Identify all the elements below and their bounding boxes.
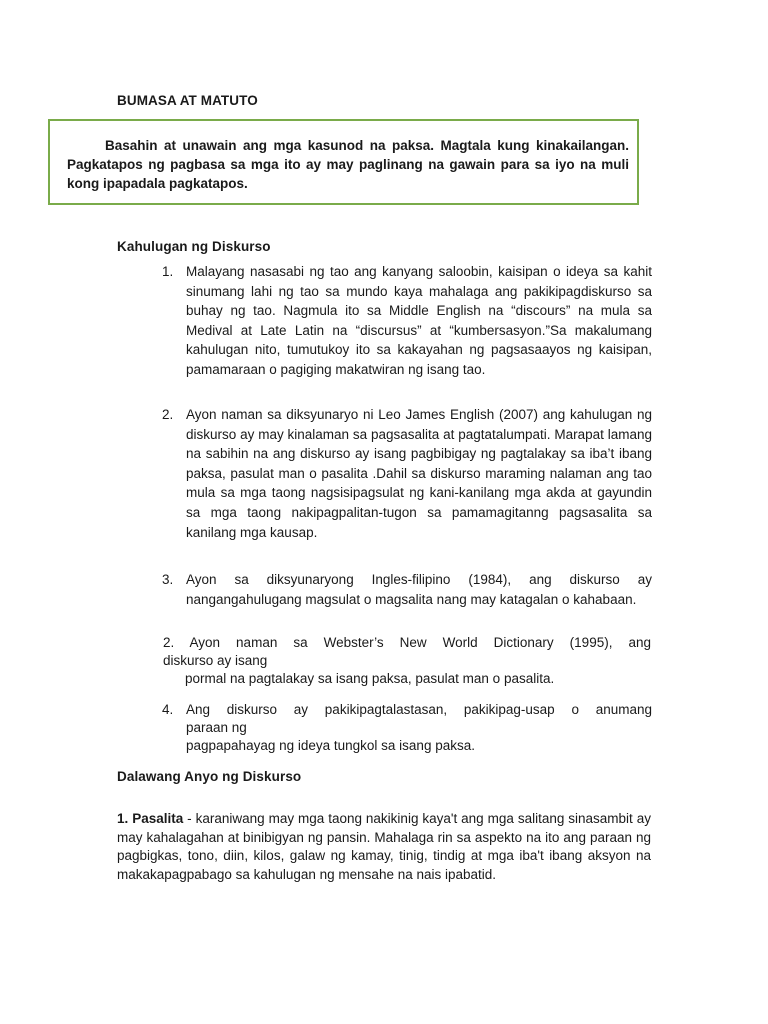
list-text-line: pormal na pagtalakay sa isang paksa, pasulat man o pasalita. bbox=[185, 671, 555, 686]
list-item-4 bbox=[162, 701, 652, 755]
list-number: 1. bbox=[162, 264, 174, 279]
list-text-line: paraan ng bbox=[186, 720, 247, 735]
section-title-anyo: Dalawang Anyo ng Diskurso bbox=[117, 769, 302, 784]
list-text: Ayon sa diksyunaryong Ingles-filipino (1984), ang diskurso ay nangangahulugang magsulat o magsalita nang may katagalan o kahabaan. bbox=[186, 572, 652, 607]
list-text-line: Ang diskurso ay pakikipagtalastasan, pakikipag-usap o anumang bbox=[186, 702, 652, 717]
list-number: 3. bbox=[162, 572, 174, 587]
list-text: Malayang nasasabi ng tao ang kanyang saloobin, kaisipan o ideya sa kahit sinumang lahi ng tao sa mundo kaya mahalaga ang pakikipagdiskurso sa buhay ng tao. Nagmula ito sa Middle English na “discours” na mula sa Medival at Late Latin na “discursus” at “kumbersasyon.”Sa makalumang kahulugan nito, tumutukoy ito sa kakayahan ng pagsasaayos ng kaisipan, pamamaraan o pagiging makatwiran ng isang tao. bbox=[186, 264, 652, 377]
pasalita-label: 1. Pasalita bbox=[117, 811, 184, 826]
list-item-2-webster bbox=[163, 634, 651, 688]
list-text-line: diskurso ay isang bbox=[163, 653, 268, 668]
main-heading: BUMASA AT MATUTO bbox=[117, 93, 258, 108]
list-number: 4. bbox=[162, 702, 174, 717]
pasalita-text: - karaniwang may mga taong nakikinig kaya't ang mga salitang sinasambit ay may kahalagahan at binibigyan ng pansin. Mahalaga rin sa aspekto na ito ang paraan ng pagbigkas, tono, diin, kilos, galaw ng kamay, tinig, tindig at mga iba't ibang aksyon na makakapagpabago sa kahulugan ng mensahe na nais ipabatid. bbox=[117, 811, 651, 882]
list-text-line: pagpapahayag ng ideya tungkol sa isang paksa. bbox=[186, 738, 475, 753]
list-text: Ayon naman sa diksyunaryo ni Leo James English (2007) ang kahulugan ng diskurso ay may kinalaman sa pagsasalita at pagtatalumpati. Marapat lamang na sabihin na ang diskurso ay isang pagbibigay ng pagtalakay sa iba’t ibang paksa, pasulat man o pasalita .Dahil sa diskurso maraming nalaman ang tao mula sa mga taong nagsisipagsulat ng kani-kanilang mga akda at gayundin sa mga taong nakipagpalitan-tugon sa pamamagitanng pagsasalita sa kanilang mga kausap. bbox=[186, 407, 652, 540]
pasalita-paragraph bbox=[117, 810, 651, 884]
section-title-kahulugan: Kahulugan ng Diskurso bbox=[117, 239, 271, 254]
list-number: 2. bbox=[162, 407, 174, 422]
list-text-line: 2. Ayon naman sa Webster’s New World Dictionary (1995), ang bbox=[163, 635, 651, 650]
instruction-text: Basahin at unawain ang mga kasunod na paksa. Magtala kung kinakailangan. Pagkatapos ng pagbasa sa mga ito ay may paglinang na gawain para sa iyo na muli kong ipapadala pagkatapos. bbox=[67, 138, 629, 191]
